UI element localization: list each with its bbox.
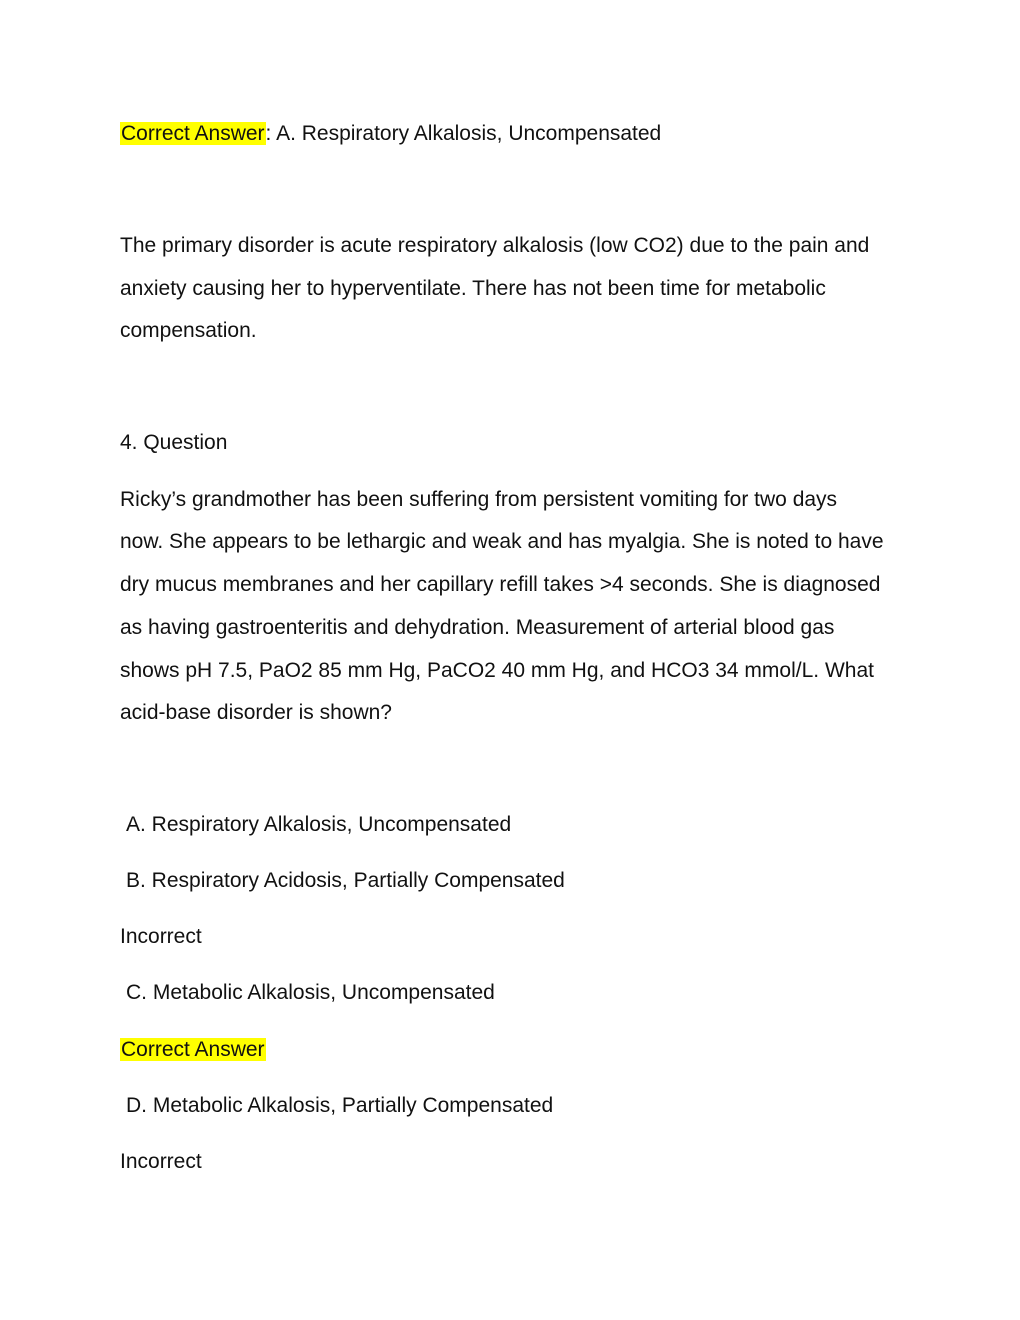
answer-text: A. Respiratory Alkalosis, Uncompensated	[276, 122, 662, 145]
answer-line	[120, 121, 661, 147]
correct-answer-highlight: Correct Answer	[121, 1038, 265, 1061]
option-b-feedback: Incorrect	[120, 925, 202, 948]
answer-separator: :	[265, 122, 277, 145]
explanation-line: anxiety causing her to hyperventilate. There has not been time for metabolic	[120, 277, 826, 300]
option-b: B. Respiratory Acidosis, Partially Compensated	[126, 869, 565, 892]
explanation-line: compensation.	[120, 319, 257, 342]
option-d: D. Metabolic Alkalosis, Partially Compensated	[126, 1094, 554, 1117]
option-d-feedback: Incorrect	[120, 1150, 202, 1173]
option-a: A. Respiratory Alkalosis, Uncompensated	[126, 813, 512, 836]
question-text-line: acid-base disorder is shown?	[120, 701, 392, 724]
option-c: C. Metabolic Alkalosis, Uncompensated	[126, 981, 495, 1004]
question-text-line: shows pH 7.5, PaO2 85 mm Hg, PaCO2 40 mm Hg, and HCO3 34 mmol/L. What	[120, 659, 874, 682]
correct-answer-highlight: Correct Answer	[121, 122, 265, 145]
question-heading: 4. Question	[120, 431, 228, 454]
question-text-line: dry mucus membranes and her capillary refill takes >4 seconds. She is diagnosed	[120, 573, 881, 596]
option-c-feedback	[120, 1037, 266, 1063]
explanation-line: The primary disorder is acute respiratory alkalosis (low CO2) due to the pain and	[120, 234, 870, 257]
question-text-line: as having gastroenteritis and dehydration. Measurement of arterial blood gas	[120, 616, 835, 639]
question-text-line: Ricky’s grandmother has been suffering from persistent vomiting for two days	[120, 488, 838, 511]
question-text-line: now. She appears to be lethargic and weak and has myalgia. She is noted to have	[120, 530, 884, 553]
